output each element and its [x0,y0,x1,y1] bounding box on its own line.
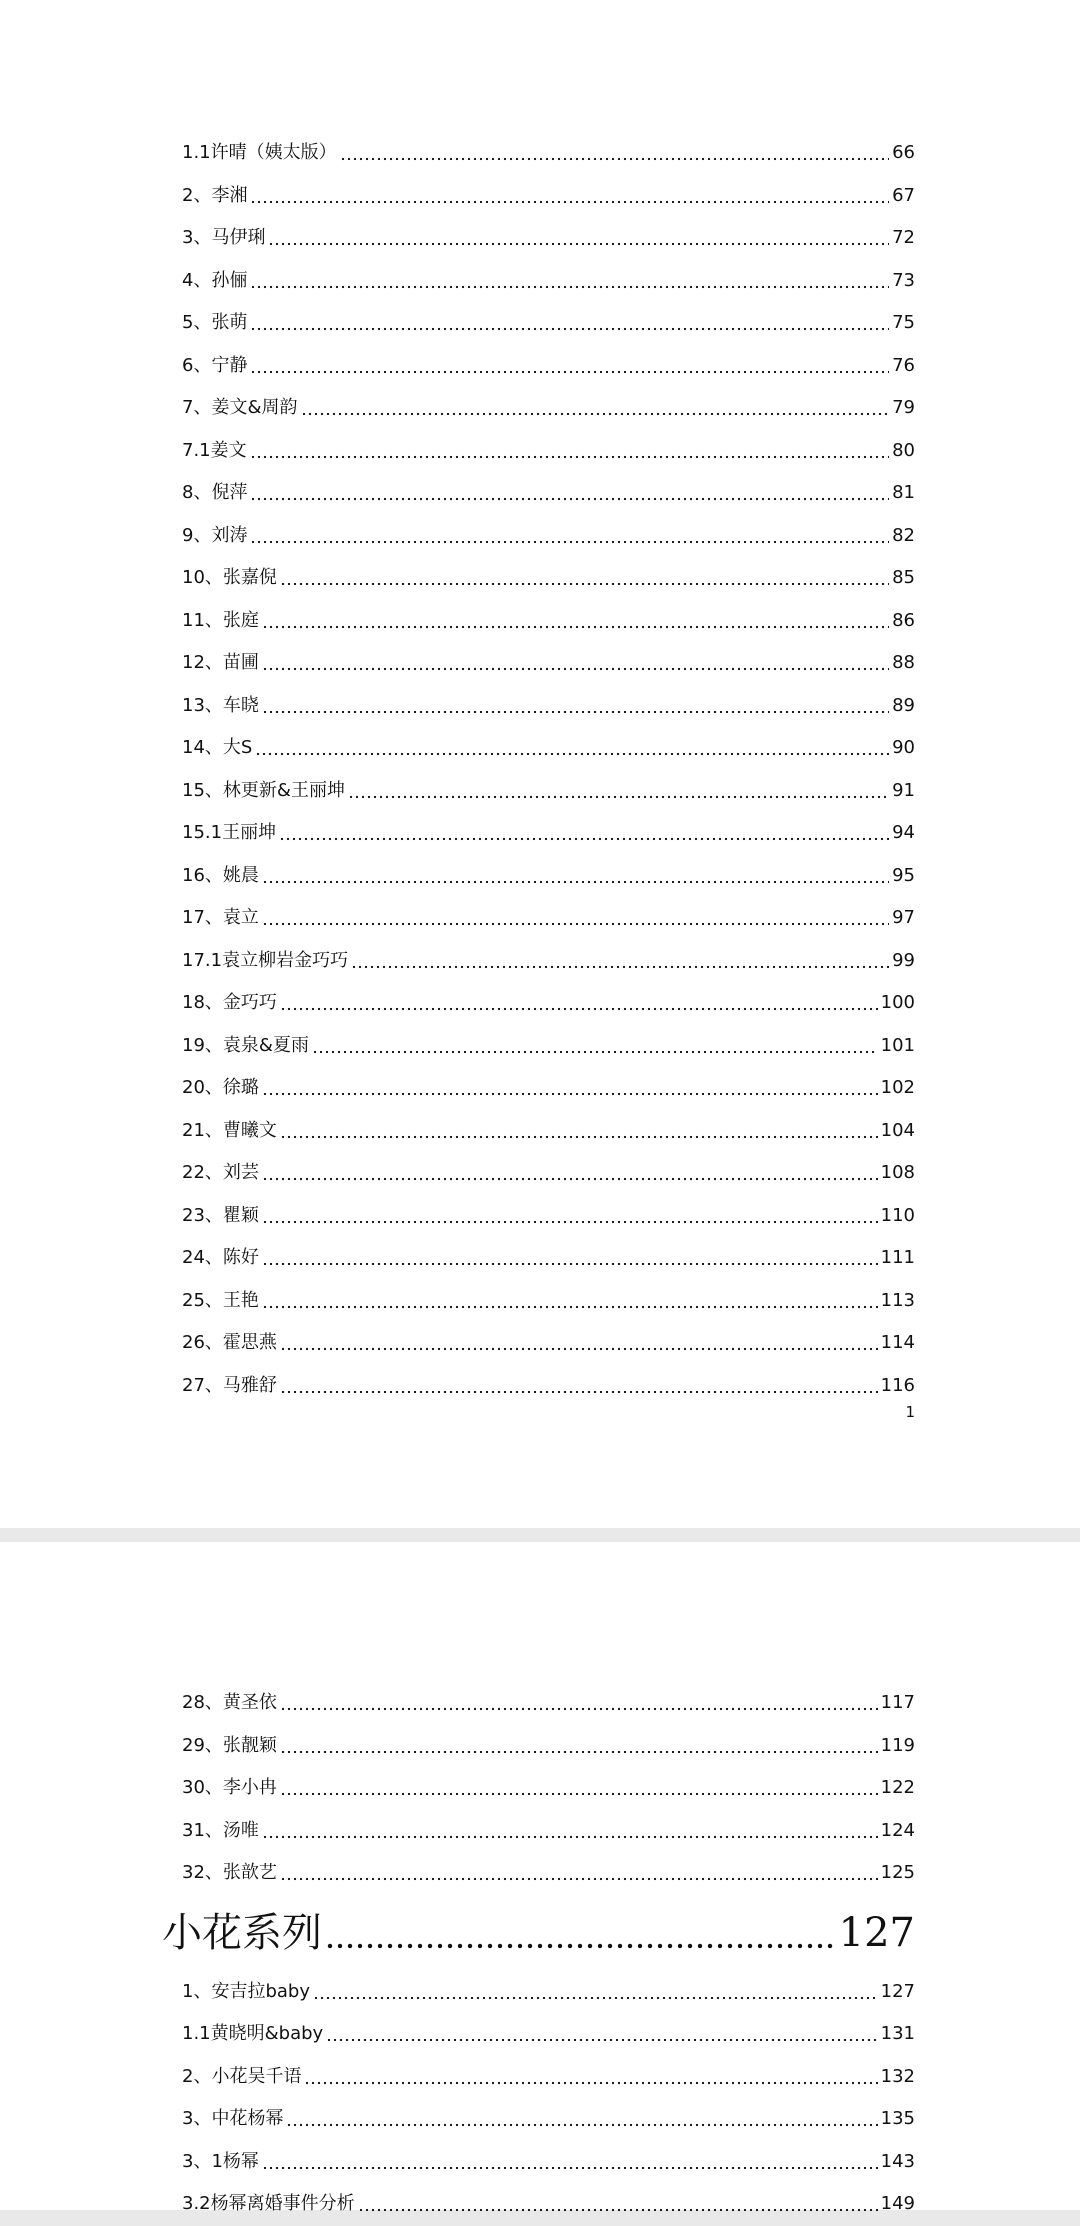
toc-entry-title: 15、林更新&王丽坤 [182,779,345,801]
toc-entry-title: 17.1袁立柳岩金巧巧 [182,949,349,971]
toc-entry[interactable] [182,387,915,430]
toc-entry-title: 2、李湘 [182,184,248,206]
toc-entry-page-number: 72 [892,227,915,249]
toc-entry-title: 29、张靓颖 [182,1734,277,1756]
toc-entry-page-number: 95 [892,864,915,886]
toc-entry[interactable] [182,982,915,1025]
page-number: 1 [905,1403,915,1421]
toc-entry[interactable] [182,1852,915,1895]
toc-entry[interactable] [182,557,915,600]
toc-entry-page-number: 119 [880,1734,915,1756]
dot-leader [280,1707,878,1711]
toc-entry[interactable] [182,1110,915,1153]
toc-entry-title: 25、王艳 [182,1289,259,1311]
toc-entry-title: 1、安吉拉baby [182,1980,310,2002]
toc-entry-title: 32、张歆艺 [182,1862,277,1884]
dot-leader [280,1390,878,1394]
table-of-contents [182,132,915,1407]
toc-entry[interactable] [182,217,915,260]
toc-entry[interactable] [182,1067,915,1110]
toc-entry-title: 24、陈好 [182,1247,259,1269]
dot-leader [268,242,889,246]
toc-entry-page-number: 110 [880,1204,915,1226]
toc-entry-title: 22、刘芸 [182,1162,259,1184]
toc-entry[interactable] [182,1767,915,1810]
dot-leader [250,497,889,501]
toc-entry-page-number: 86 [892,609,915,631]
toc-entry[interactable] [182,855,915,898]
dot-leader [351,965,889,969]
toc-entry-page-number: 104 [880,1119,915,1141]
toc-entry-page-number: 66 [892,142,915,164]
toc-entry-title: 11、张庭 [182,609,259,631]
toc-entry-title: 13、车晓 [182,694,259,716]
toc-entry-title: 26、霍思燕 [182,1332,277,1354]
dot-leader [250,455,889,459]
toc-entry-page-number: 122 [880,1777,915,1799]
dot-leader [358,2208,878,2212]
toc-entry-title: 14、大S [182,737,253,759]
toc-entry[interactable] [182,2141,915,2184]
toc-entry[interactable] [182,1237,915,1280]
dot-leader [280,582,889,586]
toc-entry[interactable] [182,1810,915,1853]
toc-entry-page-number: 149 [880,2193,915,2215]
toc-entry-title: 18、金巧巧 [182,992,277,1014]
toc-entry[interactable] [182,2013,915,2056]
toc-entry-title: 8、倪萍 [182,482,248,504]
toc-entry-page-number: 143 [880,2150,915,2172]
toc-entry-page-number: 114 [880,1332,915,1354]
toc-entry-title: 9、刘涛 [182,524,248,546]
toc-entry-page-number: 85 [892,567,915,589]
dot-leader [262,1305,878,1309]
toc-entry-title: 5、张萌 [182,312,248,334]
dot-leader [280,1877,878,1881]
toc-entry-title: 28、黄圣依 [182,1692,277,1714]
dot-leader [262,1092,878,1096]
toc-entry[interactable] [182,1682,915,1725]
dot-leader [262,1177,878,1181]
toc-section-heading[interactable] [162,1895,915,1971]
toc-entry-title: 21、曹曦文 [182,1119,277,1141]
dot-leader [325,1942,836,1950]
toc-entry[interactable] [182,175,915,218]
toc-entry-page-number: 82 [892,524,915,546]
toc-entry-page-number: 132 [880,2065,915,2087]
dot-leader [250,540,889,544]
dot-leader [312,1050,878,1054]
toc-entry-page-number: 127 [838,1909,915,1956]
toc-entry[interactable] [182,515,915,558]
toc-entry-title: 17、袁立 [182,907,259,929]
toc-entry-title: 2、小花吴千语 [182,2065,302,2087]
toc-entry[interactable] [182,1971,915,2014]
dot-leader [250,370,889,374]
toc-entry-page-number: 75 [892,312,915,334]
toc-entry[interactable] [182,642,915,685]
toc-entry-page-number: 81 [892,482,915,504]
toc-entry-page-number: 101 [880,1034,915,1056]
dot-leader [326,2038,877,2042]
toc-entry[interactable] [182,1322,915,1365]
toc-entry[interactable] [182,685,915,728]
toc-entry[interactable] [182,1280,915,1323]
toc-entry-page-number: 90 [892,737,915,759]
dot-leader [279,837,889,841]
dot-leader [262,710,889,714]
toc-entry-title: 3、中花杨幂 [182,2108,284,2130]
toc-entry-title: 19、袁泉&夏雨 [182,1034,309,1056]
toc-entry-page-number: 102 [880,1077,915,1099]
toc-entry-title: 31、汤唯 [182,1819,259,1841]
dot-leader [262,1262,878,1266]
toc-entry-page-number: 135 [880,2108,915,2130]
toc-entry-title: 3、马伊琍 [182,227,266,249]
toc-entry-title: 7.1姜文 [182,439,247,461]
toc-entry-page-number: 100 [880,992,915,1014]
toc-entry-page-number: 127 [880,1980,915,2002]
toc-entry[interactable] [182,2056,915,2099]
toc-entry[interactable] [182,302,915,345]
toc-entry-page-number: 117 [880,1692,915,1714]
toc-entry-page-number: 79 [892,397,915,419]
dot-leader [348,795,889,799]
toc-entry-page-number: 94 [892,822,915,844]
dot-leader [262,1220,878,1224]
dot-leader [262,1835,878,1839]
toc-entry-title: 16、姚晨 [182,864,259,886]
toc-entry[interactable] [182,770,915,813]
toc-entry[interactable] [182,430,915,473]
dot-leader [340,157,889,161]
toc-entry-page-number: 99 [892,949,915,971]
document-page-2 [0,1542,1080,2215]
toc-entry-page-number: 125 [880,1862,915,1884]
table-of-contents [162,1682,915,2226]
toc-entry[interactable] [182,1725,915,1768]
toc-entry-title: 小花系列 [162,1909,322,1956]
toc-entry-title: 1.1许晴（姨太版） [182,142,337,164]
dot-leader [250,327,889,331]
toc-entry[interactable] [182,1365,915,1408]
dot-leader [280,1347,878,1351]
dot-leader [280,1007,878,1011]
dot-leader [250,200,889,204]
toc-entry-title: 7、姜文&周韵 [182,397,298,419]
toc-entry-title: 27、马雅舒 [182,1374,277,1396]
dot-leader [301,412,890,416]
dot-leader [313,1996,878,2000]
dot-leader [280,1135,878,1139]
toc-entry-page-number: 73 [892,269,915,291]
toc-entry-title: 15.1王丽坤 [182,822,277,844]
toc-entry-page-number: 108 [880,1162,915,1184]
toc-entry-page-number: 124 [880,1819,915,1841]
toc-entry-page-number: 76 [892,354,915,376]
toc-entry-title: 12、苗圃 [182,652,259,674]
toc-entry-page-number: 131 [880,2023,915,2045]
dot-leader [262,625,889,629]
toc-entry-title: 30、李小冉 [182,1777,277,1799]
toc-entry-title: 3、1杨幂 [182,2150,259,2172]
toc-entry[interactable] [182,132,915,175]
toc-entry[interactable] [182,727,915,770]
toc-entry-title: 23、瞿颖 [182,1204,259,1226]
dot-leader [262,922,889,926]
toc-entry[interactable] [182,1025,915,1068]
toc-entry-page-number: 88 [892,652,915,674]
toc-entry-page-number: 80 [892,439,915,461]
toc-entry[interactable] [182,1152,915,1195]
toc-entry-title: 3.2杨幂离婚事件分析 [182,2193,355,2215]
toc-entry[interactable] [182,260,915,303]
dot-leader [262,667,889,671]
toc-entry[interactable] [182,345,915,388]
toc-entry[interactable] [182,2183,915,2226]
dot-leader [280,1750,878,1754]
toc-entry[interactable] [182,940,915,983]
toc-entry-page-number: 116 [880,1374,915,1396]
toc-entry[interactable] [182,472,915,515]
toc-entry-page-number: 89 [892,694,915,716]
toc-entry[interactable] [182,600,915,643]
toc-entry[interactable] [182,897,915,940]
toc-entry-title: 4、孙俪 [182,269,248,291]
dot-leader [262,880,889,884]
toc-entry-page-number: 91 [892,779,915,801]
toc-entry-page-number: 111 [880,1247,915,1269]
dot-leader [280,1792,878,1796]
toc-entry-title: 20、徐璐 [182,1077,259,1099]
toc-entry-title: 10、张嘉倪 [182,567,277,589]
toc-entry-page-number: 113 [880,1289,915,1311]
dot-leader [255,752,889,756]
toc-entry[interactable] [182,1195,915,1238]
toc-entry[interactable] [182,2098,915,2141]
toc-entry-title: 6、宁静 [182,354,248,376]
dot-leader [262,2166,878,2170]
dot-leader [286,2123,877,2127]
toc-entry[interactable] [182,812,915,855]
dot-leader [250,285,889,289]
toc-entry-page-number: 97 [892,907,915,929]
toc-entry-page-number: 67 [892,184,915,206]
dot-leader [304,2081,877,2085]
toc-entry-title: 1.1黄晓明&baby [182,2023,324,2045]
